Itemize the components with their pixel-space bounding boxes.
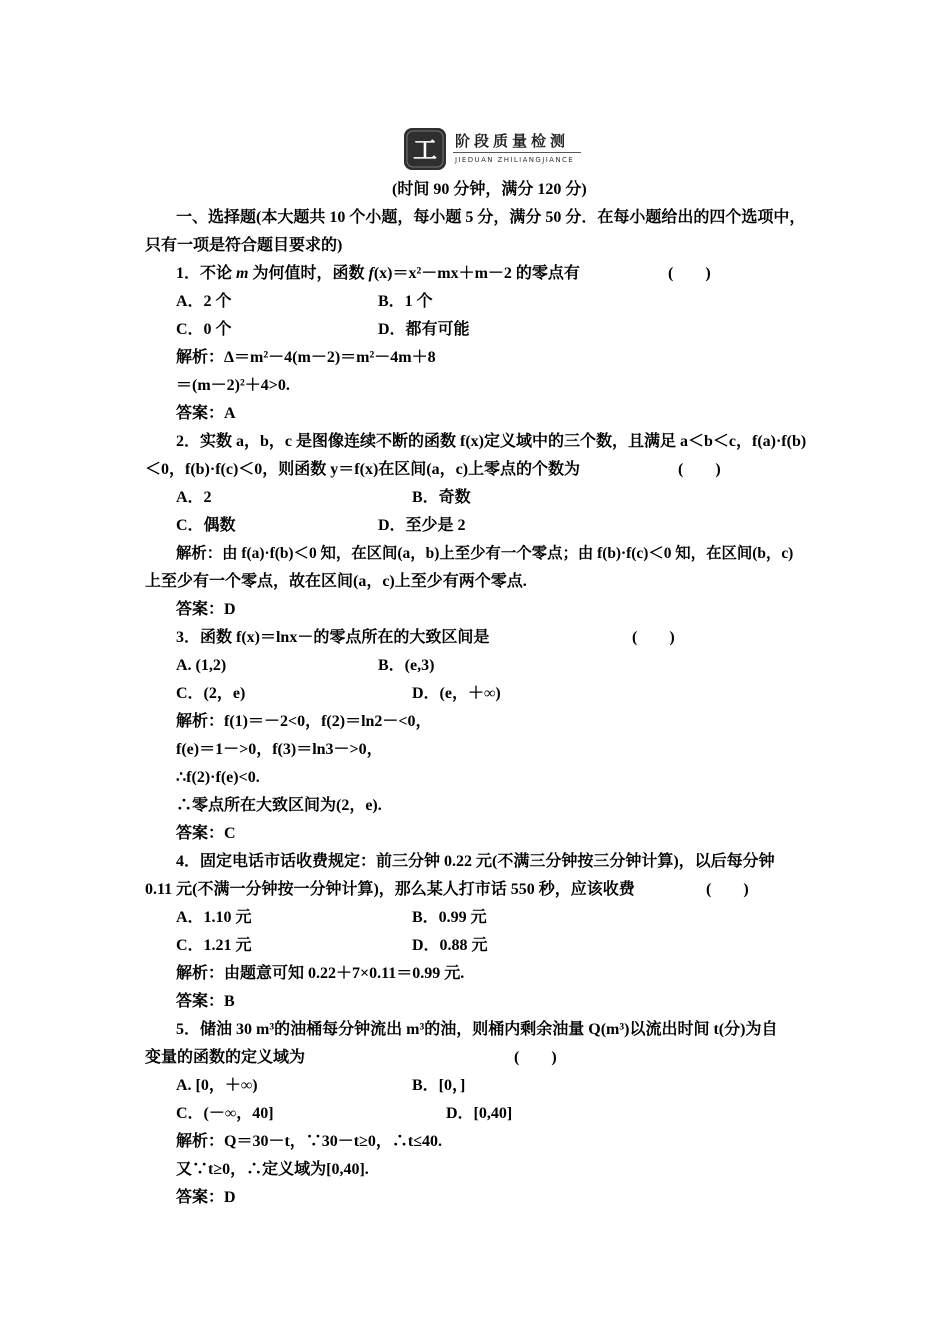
q3-solution-4: ∴零点所在大致区间为(2，e).	[176, 797, 382, 814]
q2-blank: ( )	[678, 461, 721, 478]
q5-option-a: A. [0，＋∞)	[176, 1077, 258, 1094]
q3-option-d: D．(e，＋∞)	[412, 685, 501, 702]
q3-blank: ( )	[632, 629, 675, 646]
q4-stem-2: 0.11 元(不满一分钟按一分钟计算)，那么某人打市话 550 秒，应该收费	[145, 881, 635, 898]
q1-solution-1: 解析：Δ＝m²－4(m－2)＝m²－4m＋8	[176, 349, 436, 366]
logo-subtitle: JIEDUAN ZHILIANGJIANCE	[455, 156, 575, 164]
logo-title: 阶段质量检测	[455, 132, 570, 150]
q1-option-c: C．0 个	[176, 321, 232, 338]
q2-stem-2: ＜0，f(b)·f(c)＜0，则函数 y＝f(x)在区间(a，c)上零点的个数为	[145, 461, 581, 478]
q3-stem: 3．函数 f(x)＝lnx－的零点所在的大致区间是	[176, 629, 490, 646]
section-heading-cont: 只有一项是符合题目要求的)	[145, 237, 343, 254]
q2-option-c: C．偶数	[176, 517, 236, 534]
q4-option-c: C．1.21 元	[176, 937, 252, 954]
q2-option-d: D．至少是 2	[378, 517, 466, 534]
q4-solution-1: 解析：由题意可知 0.22＋7×0.11＝0.99 元.	[176, 965, 465, 982]
section-logo	[403, 127, 583, 171]
section-heading: 一、选择题(本大题共 10 个小题，每小题 5 分，满分 50 分．在每小题给出的四个选项中，	[176, 209, 806, 226]
q2-solution-2: 上至少有一个零点，故在区间(a，c)上至少有两个零点.	[145, 573, 527, 590]
q1-stem: 1．不论 m 为何值时，函数 f(x)＝x²－mx＋m－2 的零点有	[176, 265, 580, 282]
q1-option-a: A．2 个	[176, 293, 232, 310]
logo-divider	[453, 152, 581, 153]
q5-blank: ( )	[514, 1049, 557, 1066]
q4-option-b: B．0.99 元	[412, 909, 487, 926]
q3-option-c: C．(2，e)	[176, 685, 246, 702]
q1-solution-2: ＝(m－2)²＋4>0.	[176, 377, 290, 394]
q3-option-b: B．(e,3)	[378, 657, 435, 674]
q3-answer: 答案：C	[176, 825, 236, 842]
q3-solution-2: f(e)＝1－>0，f(3)＝ln3－>0，	[176, 741, 383, 758]
q3-option-a: A. (1,2)	[176, 657, 227, 674]
q4-option-d: D．0.88 元	[412, 937, 488, 954]
time-info: (时间 90 分钟，满分 120 分)	[392, 181, 587, 198]
q5-solution-1: 解析：Q＝30－t，∵30－t≥0，∴t≤40.	[176, 1133, 442, 1150]
q5-option-b: B．[0，]	[412, 1077, 466, 1094]
q5-solution-2: 又∵t≥0，∴定义域为[0,40].	[176, 1161, 369, 1178]
q5-answer: 答案：D	[176, 1189, 236, 1206]
q2-option-a: A．2	[176, 489, 212, 506]
q3-solution-1: 解析：f(1)＝－2<0，f(2)＝ln2－<0，	[176, 713, 432, 730]
logo-badge-icon	[403, 127, 449, 171]
q4-option-a: A．1.10 元	[176, 909, 252, 926]
q1-option-d: D．都有可能	[378, 321, 470, 338]
q4-blank: ( )	[706, 881, 749, 898]
q2-stem-1: 2．实数 a，b，c 是图像连续不断的函数 f(x)定义域中的三个数，且满足 a＜b＜c，f(a)·f(b)	[176, 433, 807, 450]
q4-stem-1: 4．固定电话市话收费规定：前三分钟 0.22 元(不满三分钟按三分钟计算)，以后每分钟	[176, 853, 775, 870]
q2-solution-1: 解析：由 f(a)·f(b)＜0 知，在区间(a，b)上至少有一个零点；由 f(b)·f(c)＜0 知，在区间(b，c)	[176, 545, 794, 562]
q2-answer: 答案：D	[176, 601, 236, 618]
q1-blank: ( )	[668, 265, 711, 282]
q1-answer: 答案：A	[176, 405, 236, 422]
svg-text:工: 工	[413, 135, 437, 164]
q5-option-d: D．[0,40]	[446, 1105, 513, 1122]
q5-stem-1: 5．储油 30 m³的油桶每分钟流出 m³的油，则桶内剩余油量 Q(m³)以流出时间 t(分)为自	[176, 1021, 778, 1038]
q4-answer: 答案：B	[176, 993, 235, 1010]
q1-option-b: B．1 个	[378, 293, 433, 310]
q5-stem-2: 变量的函数的定义域为	[145, 1049, 306, 1066]
q5-option-c: C．(－∞，40]	[176, 1105, 274, 1122]
q3-solution-3: ∴f(2)·f(e)<0.	[176, 769, 260, 786]
q2-option-b: B．奇数	[412, 489, 471, 506]
